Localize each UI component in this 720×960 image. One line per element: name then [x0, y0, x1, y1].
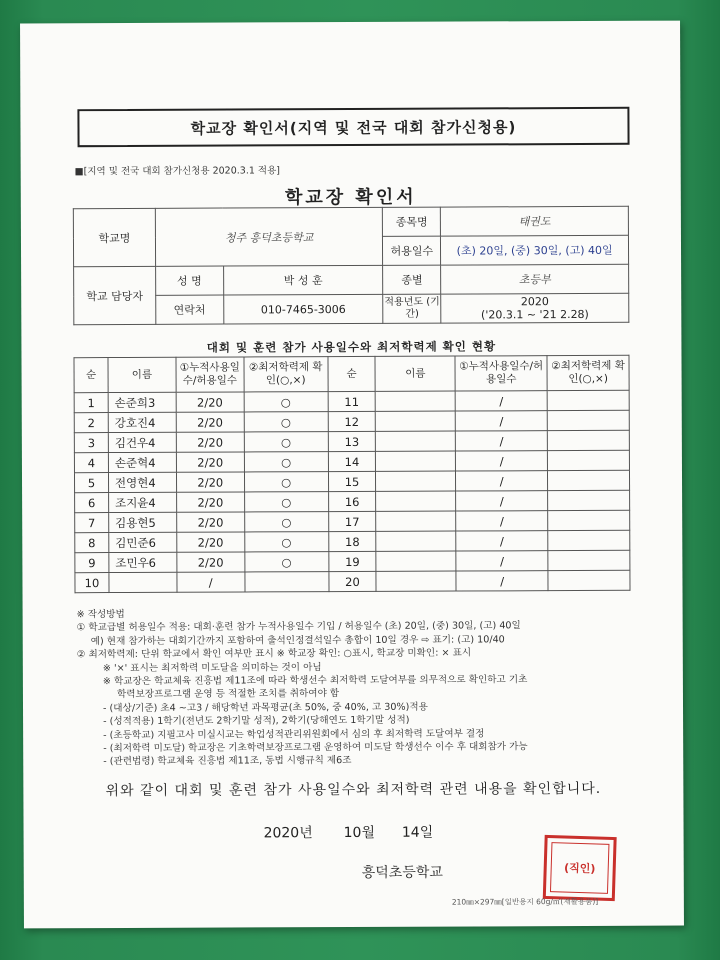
row-days-2: /: [456, 451, 548, 471]
table-row: [75, 490, 630, 512]
date-year: 2020년: [263, 825, 313, 842]
row-check: ○: [244, 432, 328, 452]
note-line: 예) 현재 참가하는 대회기간까지 포함하여 출석인정결석일수 총합이 10일 경우 ⇨ 표기: (고) 10/40: [90, 634, 505, 647]
row-check-2: [547, 450, 629, 470]
date-month: 10월: [343, 824, 376, 842]
row-days: 2/20: [176, 432, 244, 452]
confirm-statement: 위와 같이 대회 및 훈련 참가 사용일수와 최저학력 관련 내용을 확인합니다.: [105, 780, 602, 800]
row-name-2: [376, 511, 456, 531]
row-no: 7: [75, 513, 109, 533]
row-no: 9: [75, 553, 109, 573]
row-days-2: /: [456, 511, 548, 531]
paper-spec: 210㎜×297㎜[일반용지 60g/㎡(재활용품)]: [451, 896, 599, 907]
header-no: 순: [74, 358, 108, 393]
row-name-2: [376, 451, 456, 471]
note-line: - (대상/기준) 초4 ~고3 / 해당학년 과목평균(초 50%, 중 40%, 고 30%)적용: [102, 701, 428, 714]
row-check-2: [548, 550, 630, 570]
row-check-2: [548, 490, 630, 510]
row-check-2: [548, 530, 630, 550]
status-table: [73, 355, 630, 593]
header-check: ②최저학력제 확인(○,×): [244, 357, 328, 392]
status-header-row: [74, 355, 629, 392]
school-name: 청주 흥덕초등학교: [155, 207, 383, 266]
row-no-2: 16: [328, 491, 376, 511]
header-name-2: 이름: [375, 356, 455, 391]
row-name-2: [376, 411, 456, 431]
row-check-2: [548, 570, 630, 590]
row-no-2: 13: [328, 431, 376, 451]
days-label: 허용일수: [383, 236, 441, 265]
row-days: 2/20: [176, 472, 244, 492]
note-line: - (최저학력 미도달) 학교장은 기초학력보장프로그램 운영하여 미도달 학생선수 이수 후 대회참가 가능: [103, 741, 528, 755]
name-value: 박 성 훈: [223, 265, 383, 295]
year-label: 적용년도 (기간): [383, 294, 441, 323]
note-line: ※ 작성방법: [76, 608, 125, 621]
row-check-2: [548, 470, 630, 490]
row-name: 조지윤4: [109, 492, 177, 512]
document-title: 학교장 확인서(지역 및 전국 대회 참가신청용): [77, 107, 629, 147]
row-no: 5: [74, 473, 108, 493]
row-name-2: [376, 571, 456, 591]
row-check: ○: [244, 512, 328, 532]
period-value: ('20.3.1 ~ '21 2.28): [480, 307, 589, 322]
form-subnote: ■[지역 및 전국 대회 참가신청용 2020.3.1 적용]: [74, 165, 280, 178]
row-days: 2/20: [177, 532, 245, 552]
row-days: 2/20: [176, 392, 244, 412]
note-line: - (관련법령) 학교체육 진흥법 제11조, 동법 시행규칙 제6조: [103, 755, 352, 768]
row-days-2: /: [456, 531, 548, 551]
row-check: ○: [244, 532, 328, 552]
table-row: [75, 570, 630, 592]
note-line: ※ 학교장은 학교체육 진흥법 제11조에 따라 학생선수 최저학력 도달여부를 의무적으로 확인하고 기초: [102, 674, 528, 688]
row-name: 강호진4: [108, 412, 176, 432]
row-check: [245, 572, 329, 592]
row-name: [109, 572, 177, 592]
row-name-2: [376, 491, 456, 511]
name-label: 성 명: [155, 266, 223, 295]
row-days-2: /: [456, 551, 548, 571]
info-table: [73, 206, 630, 325]
contact-value: 010-7465-3006: [223, 294, 383, 324]
row-name-2: [376, 391, 456, 411]
row-no-2: 12: [328, 411, 376, 431]
date-day: 14일: [401, 824, 434, 841]
row-no: 6: [75, 493, 109, 513]
table-row: [74, 470, 629, 492]
header-no-2: 순: [328, 356, 376, 391]
row-days-2: /: [456, 571, 548, 591]
main-title: 학교장 확인서: [284, 186, 417, 209]
table-row: [74, 410, 629, 432]
row-days: 2/20: [176, 452, 244, 472]
official-seal: [543, 835, 617, 901]
row-days-2: /: [455, 391, 547, 411]
row-name: 김민준6: [109, 532, 177, 552]
row-check: ○: [245, 552, 329, 572]
row-name-2: [376, 471, 456, 491]
row-name: 손준혁4: [108, 452, 176, 472]
year-value: 2020: [520, 295, 549, 309]
row-no-2: 11: [328, 391, 376, 411]
row-check-2: [547, 410, 629, 430]
row-check: ○: [244, 452, 328, 472]
header-check-2: ②최저학력제 확인(○,×): [547, 355, 629, 390]
row-no-2: 19: [328, 551, 376, 571]
row-days-2: /: [456, 471, 548, 491]
note-line: ② 최저학력제: 단위 학교에서 확인 여부만 표시 ※ 학교장 확인: ○표시, 학교장 미확인: × 표시: [76, 647, 472, 661]
row-days: 2/20: [176, 492, 244, 512]
row-name-2: [376, 431, 456, 451]
row-no-2: 15: [328, 471, 376, 491]
note-line: 학력보장프로그램 운영 등 적절한 조치를 취하여야 함: [116, 688, 340, 701]
row-no: 8: [75, 533, 109, 553]
row-no-2: 17: [328, 511, 376, 531]
table-row: [75, 530, 630, 552]
days-value: (초) 20일, (중) 30일, (고) 40일: [441, 235, 629, 265]
seal-text: (직인): [550, 842, 609, 894]
table-row: [74, 450, 629, 472]
header-days-2: ①누적사용일수/허용일수: [455, 356, 547, 391]
row-check-2: [547, 390, 629, 410]
row-name: 김용현5: [109, 512, 177, 532]
status-title: 대회 및 훈련 참가 사용일수와 최저학력제 확인 현황: [206, 339, 497, 355]
table-row: [74, 390, 629, 412]
row-no: 1: [74, 393, 108, 413]
row-name-2: [376, 551, 456, 571]
row-no-2: 20: [328, 571, 376, 591]
contact-label: 연락처: [156, 295, 224, 324]
year-cell: [441, 293, 629, 323]
row-check: ○: [244, 392, 328, 412]
row-days-2: /: [456, 431, 548, 451]
category-value: 초등부: [441, 264, 629, 294]
row-name: 김건우4: [108, 432, 176, 452]
row-days: 2/20: [176, 512, 244, 532]
event-label: 종목명: [383, 207, 441, 236]
manager-label: 학교 담당자: [74, 266, 156, 324]
row-no-2: 18: [328, 531, 376, 551]
table-row: [75, 510, 630, 532]
notes-section: [77, 606, 638, 769]
note-line: ① 학교급별 허용일수 적용: 대회·훈련 참가 누적사용일수 기입 / 허용일수 (초) 20일, (중) 30일, (고) 40일: [76, 620, 521, 634]
table-row: [75, 550, 630, 572]
row-check-2: [547, 430, 629, 450]
row-name: 조민우6: [109, 552, 177, 572]
row-name: 전영현4: [108, 472, 176, 492]
row-check-2: [548, 510, 630, 530]
row-no-2: 14: [328, 451, 376, 471]
row-days-2: /: [456, 491, 548, 511]
note-line: - (성적적용) 1학기(전년도 2학기말 성적), 2학기(당해연도 1학기말 성적): [103, 715, 410, 728]
row-no: 2: [74, 413, 108, 433]
document-paper: [20, 21, 684, 929]
row-check: ○: [244, 412, 328, 432]
row-check: ○: [244, 492, 328, 512]
row-name: 손준희3: [108, 392, 176, 412]
row-days: 2/20: [177, 552, 245, 572]
table-row: [74, 430, 629, 452]
row-days: /: [177, 572, 245, 592]
row-name-2: [376, 531, 456, 551]
row-no: 4: [74, 453, 108, 473]
event-value: 태권도: [441, 206, 629, 236]
row-check: ○: [244, 472, 328, 492]
note-line: - (초등학교) 지필고사 미실시교는 학업성적관리위원회에서 심의 후 최저학력 도달여부 결정: [103, 728, 485, 741]
row-no: 3: [74, 433, 108, 453]
header-days: ①누적사용일수/허용일수: [176, 357, 244, 392]
row-days-2: /: [456, 411, 548, 431]
category-label: 종별: [383, 265, 441, 294]
header-name: 이름: [108, 357, 176, 392]
issue-date: [264, 822, 434, 843]
row-no: 10: [75, 573, 109, 593]
school-label: 학교명: [73, 208, 155, 266]
note-line: ※ '×' 표시는 최저학력 미도달을 의미하는 것이 아님: [102, 661, 322, 674]
row-days: 2/20: [176, 412, 244, 432]
school-signature-name: 흥덕초등학교: [361, 864, 443, 881]
